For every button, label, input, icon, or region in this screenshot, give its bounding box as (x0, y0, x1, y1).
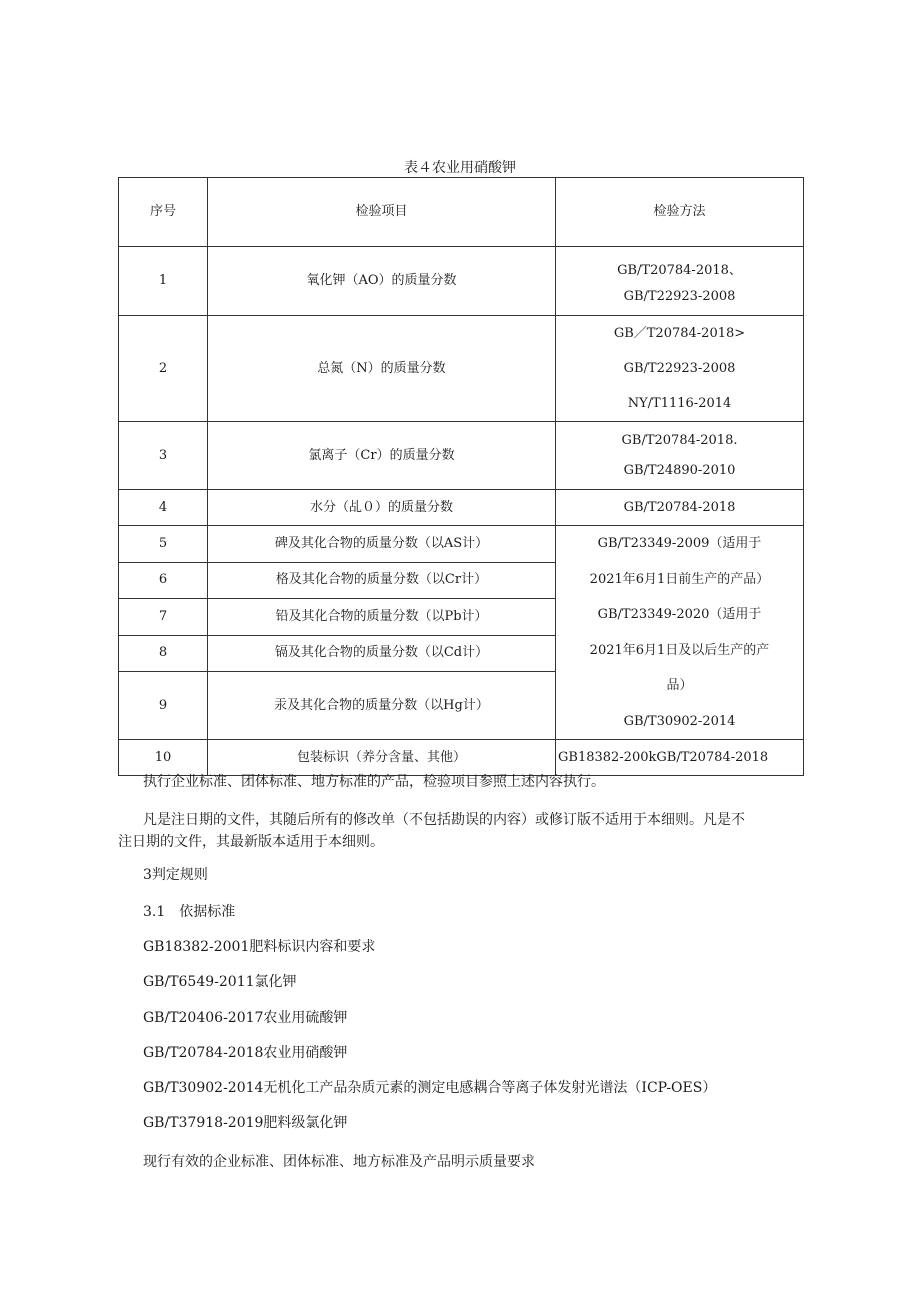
row-no: 9 (119, 672, 208, 740)
row-no: 2 (119, 316, 208, 422)
row-no: 1 (119, 247, 208, 316)
method-line: GB/T24890-2010 (623, 462, 736, 478)
row-no: 7 (119, 599, 208, 636)
paragraph-dated-docs-line2: 注日期的文件，其最新版本适用于本细则。 (118, 834, 384, 850)
method-line: GB/T22923-2008 (623, 289, 736, 304)
table-caption: 表４农业用硝酸钾 (404, 160, 516, 176)
method-line: GB/T20784-2018. (621, 432, 738, 448)
row-method: GB18382-200kGB/T20784-2018 (556, 740, 804, 776)
table-row (119, 526, 804, 563)
standard-item: GB/T37918-2019肥料级氯化钾 (143, 1115, 348, 1131)
method-line: NY/T1116-2014 (627, 396, 732, 411)
row-item: 格及其化合物的质量分数（以Cr计） (208, 562, 556, 599)
header-no: 序号 (119, 178, 208, 247)
method-line: GB/T22923-2008 (623, 361, 736, 376)
method-line: GB/T30902-2014 (623, 713, 736, 729)
inspection-table (118, 177, 804, 776)
table-header-row (119, 178, 804, 247)
method-line: GB/T23349-2009（适用于 (597, 536, 762, 551)
paragraph-scope: 执行企业标准、团体标准、地方标准的产品，检验项目参照上述内容执行。 (143, 774, 605, 790)
row-no: 3 (119, 422, 208, 490)
standard-item: GB/T20406-2017农业用硫酸钾 (143, 1010, 348, 1026)
table-row (119, 490, 804, 526)
row-item: 水分（乩０）的质量分数 (208, 490, 556, 526)
row-no: 5 (119, 526, 208, 563)
row-method (556, 247, 804, 316)
method-line: GB／T20784-2018> (613, 326, 746, 341)
standard-item: GB/T20784-2018农业用硝酸钾 (143, 1045, 348, 1061)
method-line: 品） (666, 678, 693, 693)
row-item: 氧化钾（AO）的质量分数 (208, 247, 556, 316)
row-item: 铅及其化合物的质量分数（以Pb计） (208, 599, 556, 636)
table-row (119, 247, 804, 316)
row-item: 汞及其化合物的质量分数（以Hg计） (208, 672, 556, 740)
row-item: 氯离子（Cr）的质量分数 (208, 422, 556, 490)
row-item: 镉及其化合物的质量分数（以Cd计） (208, 635, 556, 672)
table-row (119, 316, 804, 422)
row-item: 总氮（N）的质量分数 (208, 316, 556, 422)
row-item: 包装标识（养分含量、其他） (208, 740, 556, 776)
standard-item: GB/T6549-2011氯化钾 (143, 974, 297, 990)
row-no: 4 (119, 490, 208, 526)
paragraph-dated-docs-line1: 凡是注日期的文件，其随后所有的修改单（不包括勘误的内容）或修订版不适用于本细则。凡是不 (143, 812, 745, 828)
merged-method-cell (556, 526, 804, 740)
standard-item: GB/T30902-2014无机化工产品杂质元素的测定电感耦合等离子体发射光谱法（ICP-OES） (143, 1080, 717, 1096)
row-no: 10 (119, 740, 208, 776)
row-no: 8 (119, 635, 208, 672)
header-item: 检验项目 (208, 178, 556, 247)
header-method: 检验方法 (556, 178, 804, 247)
subsection-heading-standards: 3.1 依据标准 (143, 904, 236, 920)
paragraph-current-standards: 现行有效的企业标准、团体标准、地方标准及产品明示质量要求 (143, 1154, 535, 1170)
row-method: GB/T20784-2018 (556, 490, 804, 526)
table-row (119, 422, 804, 490)
row-no: 6 (119, 562, 208, 599)
section-heading-judgment-rules: 3判定规则 (143, 867, 208, 883)
standard-item: GB18382-2001肥料标识内容和要求 (143, 939, 376, 955)
method-line: GB/T20784-2018、 (617, 263, 742, 278)
method-line: GB/T23349-2020（适用于 (597, 607, 762, 622)
method-line: 2021年6月1日前生产的产品） (589, 571, 770, 587)
table-row (119, 740, 804, 776)
row-method (556, 422, 804, 490)
method-line: 2021年6月1日及以后生产的产 (589, 642, 770, 658)
row-item: 碑及其化合物的质量分数（以AS计） (208, 526, 556, 563)
row-method (556, 316, 804, 422)
